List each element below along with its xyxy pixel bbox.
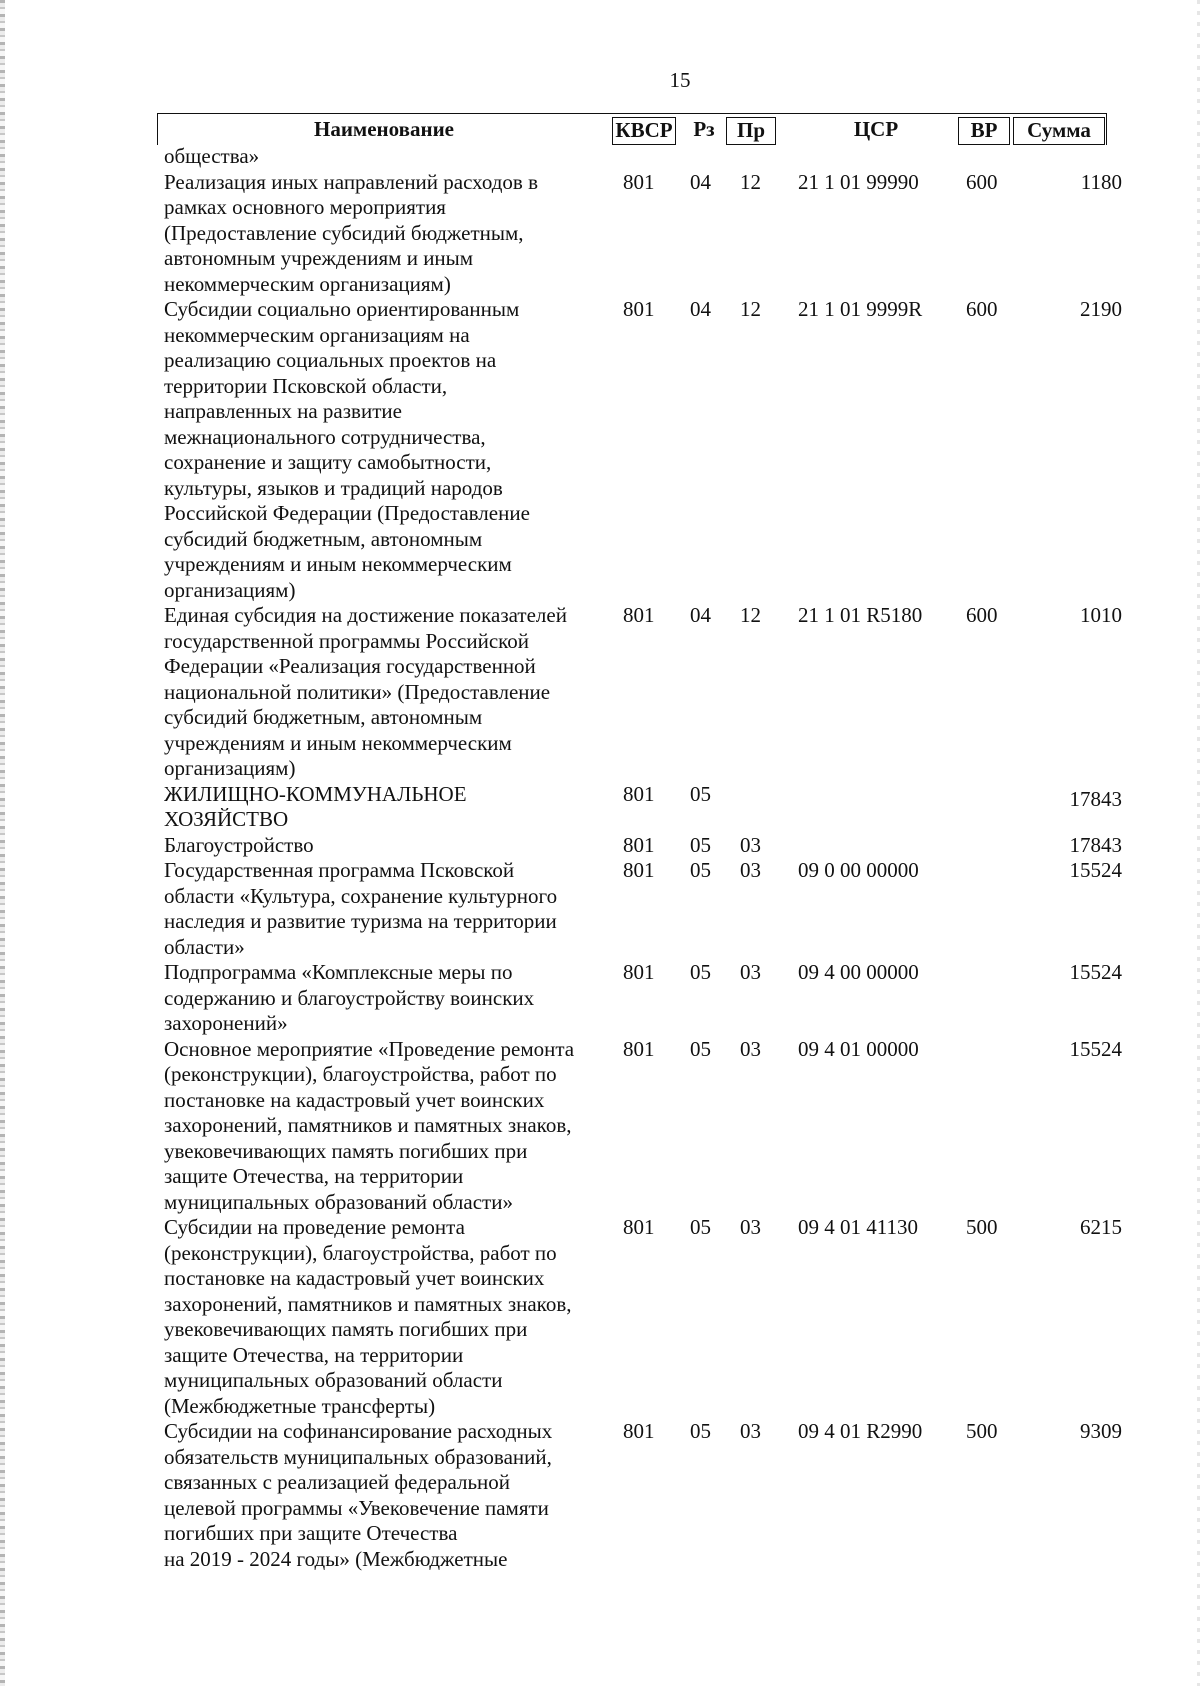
row-name: Реализация иных направлений расходов в рамках основного мероприятия (Предоставление субсидий бюджетным, автономным учреждениям и иным некоммерческим организациям) xyxy=(164,169,539,296)
row-name: Единая субсидия на достижение показателей государственной программы Российской Федерации «Реализация государственной национальной политики» (Предоставление субсидий бюджетным, автономным учреждениям и иным некоммерческим организациям) xyxy=(164,603,567,780)
row-sum: 15524 xyxy=(1069,960,1122,984)
row-rz: 05 xyxy=(690,1419,711,1443)
row-name: Субсидии социально ориентированным некоммерческим организациям на реализацию социальных проектов на территории Псковской области, направленных на развитие межнационального сотрудничества, сохранение и защиту самобытности, культуры, языков и традиций народов Российской Федерации (Предоставление субсидий бюджетным, автономным учреждениям и иным некоммерческим организациям) xyxy=(164,297,530,602)
row-sum: 17843 xyxy=(1069,786,1122,811)
row-rz: 04 xyxy=(690,603,711,627)
table-row xyxy=(0,858,1200,960)
table-row xyxy=(0,603,1200,782)
row-vr: 500 xyxy=(966,1419,998,1443)
header-pr: Пр xyxy=(726,117,776,145)
row-kvsr: 801 xyxy=(623,781,655,806)
row-vr: 500 xyxy=(966,1215,998,1239)
row-pr: 03 xyxy=(740,858,761,882)
row-pr: 12 xyxy=(740,603,761,627)
row-kvsr: 801 xyxy=(623,858,655,882)
row-csr: 09 4 00 00000 xyxy=(798,960,919,984)
row-name: Субсидии на софинансирование расходных обязательств муниципальных образований, связанных с реализацией федеральной целевой программы «Увековечение памяти погибших при защите Отечества на 2019 - 2024 годы» (Межбюджетные xyxy=(164,1419,553,1571)
row-kvsr: 801 xyxy=(623,297,655,321)
row-sum: 15524 xyxy=(1069,1036,1122,1061)
row-rz: 04 xyxy=(690,169,711,194)
row-csr: 09 4 01 R2990 xyxy=(798,1419,923,1443)
row-csr: 09 0 00 00000 xyxy=(798,858,919,882)
row-name: Субсидии на проведение ремонта (реконструкции), благоустройства, работ по постановке на кадастровый учет воинских захоронений, памятников и памятных знаков, увековечивающих память погибших при защите Отечества, на территории муниципальных образований области (Межбюджетные трансферты) xyxy=(164,1215,572,1418)
row-rz: 04 xyxy=(690,297,711,321)
row-kvsr: 801 xyxy=(623,960,655,984)
row-kvsr: 801 xyxy=(623,1419,655,1443)
row-name: ЖИЛИЩНО-КОММУНАЛЬНОЕ ХОЗЯЙСТВО xyxy=(164,781,467,831)
row-csr: 21 1 01 R5180 xyxy=(798,603,923,627)
header-rz: Рз xyxy=(693,117,715,141)
row-sum: 9309 xyxy=(1080,1419,1122,1443)
row-name: Государственная программа Псковской области «Культура, сохранение культурного наследия и развитие туризма на территории области» xyxy=(164,858,558,959)
row-pr: 03 xyxy=(740,1215,761,1239)
table-row xyxy=(0,1215,1200,1419)
row-name: Основное мероприятие «Проведение ремонта (реконструкции), благоустройства, работ по постановке на кадастровый учет воинских захоронений, памятников и памятных знаков, увековечивающих память погибших при защите Отечества, на территории муниципальных образований области» xyxy=(164,1036,575,1214)
row-rz: 05 xyxy=(690,1215,711,1239)
row-csr: 09 4 01 41130 xyxy=(798,1215,918,1239)
row-sum: 1180 xyxy=(1080,169,1122,194)
row-name: общества» xyxy=(164,144,260,168)
table-body xyxy=(0,144,1200,1572)
row-pr: 12 xyxy=(740,297,761,321)
row-csr: 09 4 01 00000 xyxy=(798,1036,919,1061)
header-kvsr: КВСР xyxy=(612,117,676,145)
row-rz: 05 xyxy=(690,781,711,806)
row-vr: 600 xyxy=(966,169,998,194)
row-pr: 12 xyxy=(740,169,761,194)
row-vr: 600 xyxy=(966,603,998,627)
row-kvsr: 801 xyxy=(623,169,655,194)
row-sum: 17843 xyxy=(1069,832,1122,857)
header-csr: ЦСР xyxy=(853,117,899,141)
row-kvsr: 801 xyxy=(623,1215,655,1239)
row-pr: 03 xyxy=(740,1036,761,1061)
table-row xyxy=(0,960,1200,1037)
row-name: Благоустройство xyxy=(164,832,314,857)
table-row xyxy=(0,170,1200,298)
row-csr: 21 1 01 9999R xyxy=(798,297,923,321)
table-row xyxy=(0,144,1200,170)
header-name: Наименование xyxy=(314,117,454,141)
row-name: Подпрограмма «Комплексные меры по содержанию и благоустройству воинских захоронений» xyxy=(164,960,535,1035)
table-row xyxy=(0,1037,1200,1216)
table-row xyxy=(0,297,1200,603)
row-vr: 600 xyxy=(966,297,998,321)
table-row xyxy=(0,833,1200,859)
row-sum: 1010 xyxy=(1080,603,1122,627)
row-csr: 21 1 01 99990 xyxy=(798,169,919,194)
table-header xyxy=(157,113,1107,145)
row-rz: 05 xyxy=(690,1036,711,1061)
row-sum: 2190 xyxy=(1080,297,1122,321)
row-rz: 05 xyxy=(690,832,711,857)
row-kvsr: 801 xyxy=(623,832,655,857)
row-rz: 05 xyxy=(690,858,711,882)
row-pr: 03 xyxy=(740,832,761,857)
header-vr: ВР xyxy=(958,117,1010,145)
row-rz: 05 xyxy=(690,960,711,984)
row-pr: 03 xyxy=(740,960,761,984)
row-sum: 6215 xyxy=(1080,1215,1122,1239)
table-row xyxy=(0,1419,1200,1572)
table-row xyxy=(0,782,1200,833)
row-kvsr: 801 xyxy=(623,603,655,627)
page-number: 15 xyxy=(669,68,691,92)
header-sum: Сумма xyxy=(1013,117,1105,145)
row-pr: 03 xyxy=(740,1419,761,1443)
row-sum: 15524 xyxy=(1069,858,1122,882)
row-kvsr: 801 xyxy=(623,1036,655,1061)
